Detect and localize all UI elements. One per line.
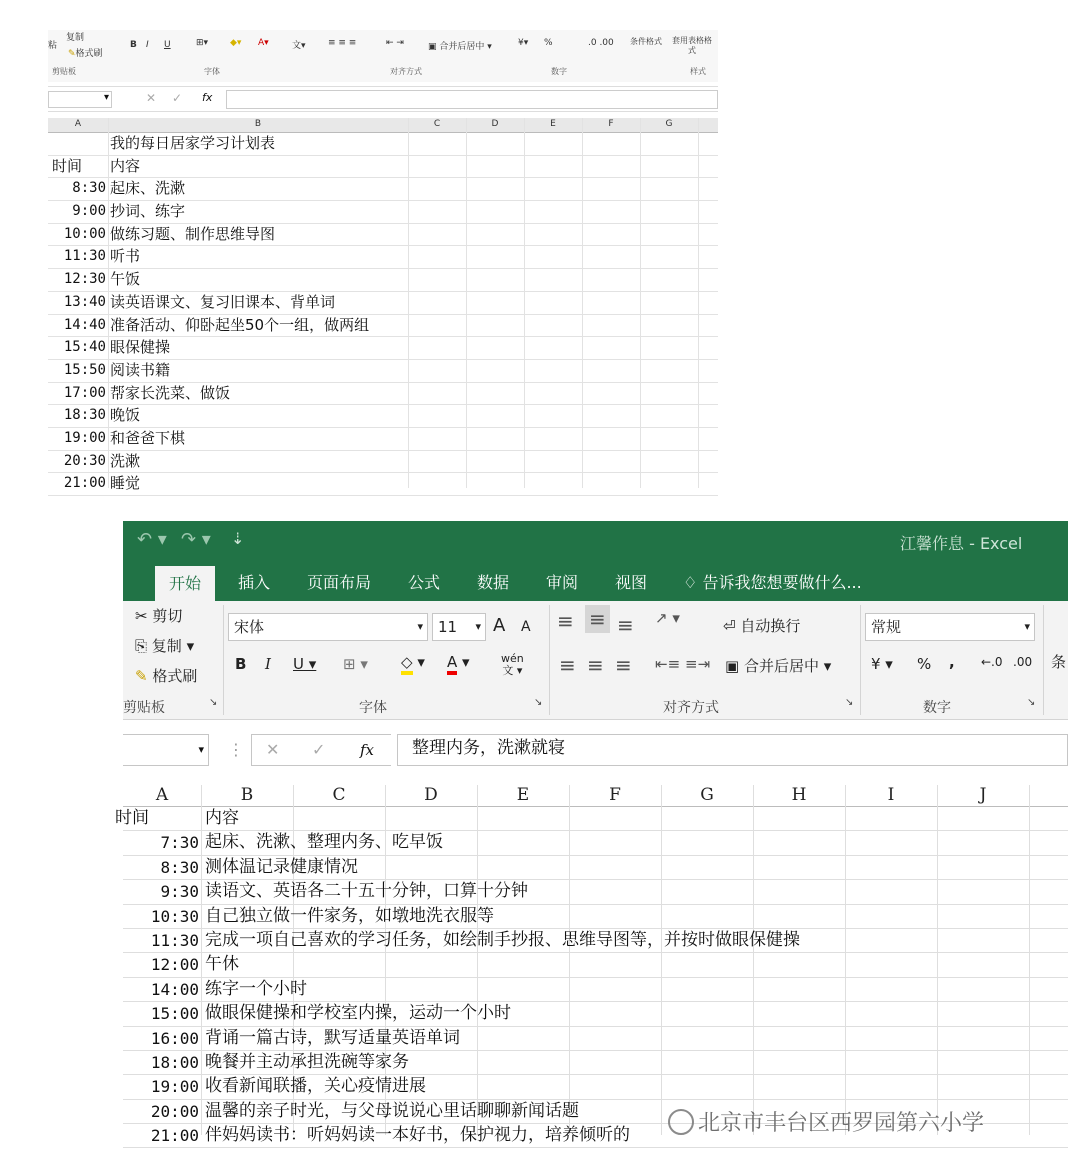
merge-center-button[interactable]: ▣ 合并后居中 ▾ (725, 657, 832, 675)
quick-access-icon[interactable]: ⇣ (231, 529, 245, 548)
table-row[interactable] (123, 953, 1068, 977)
content-cell: 准备活动、仰卧起坐50个一组，做两组 (110, 315, 370, 334)
group-font: 字体 (204, 67, 220, 76)
column-header-g[interactable]: G (700, 785, 714, 805)
copy-button[interactable]: ⎘ 复制 ▾ (135, 637, 195, 655)
formula-input[interactable]: 整理内务，洗漱就寝 (397, 734, 1068, 766)
tab-data[interactable]: 数据 (477, 573, 510, 592)
column-header-c[interactable]: C (433, 119, 441, 129)
table-row[interactable] (123, 831, 1068, 855)
time-cell: 18:30 (63, 407, 106, 424)
wrap-text-button[interactable]: ⏎ 自动换行 (723, 617, 801, 635)
conditional-format-button[interactable]: 条件格式 (630, 37, 662, 46)
content-cell: 测体温记录健康情况 (205, 856, 358, 877)
column-header-a[interactable]: A (74, 119, 82, 129)
time-cell: 12:30 (63, 271, 106, 288)
table-row[interactable] (48, 133, 718, 156)
table-header-row[interactable] (48, 156, 718, 179)
table-format-button[interactable]: 套用表格格式 (672, 36, 712, 55)
formula-buttons (251, 734, 391, 766)
time-cell: 11:30 (63, 248, 106, 265)
scissors-icon: ✂ (135, 607, 148, 625)
title-bar (123, 521, 1068, 561)
dialog-launcher-icon[interactable]: ↘ (534, 697, 543, 708)
table-row[interactable] (48, 473, 718, 496)
currency-icon[interactable]: ¥ ▾ (871, 655, 893, 673)
borders-icon[interactable]: ⊞ ▾ (343, 655, 368, 673)
name-box[interactable]: ▾ (123, 734, 209, 766)
time-cell: 12:00 (150, 955, 199, 975)
paste-button[interactable]: 粘 (48, 41, 58, 51)
content-cell: 睡觉 (110, 474, 141, 493)
group-number: 数字 (551, 67, 567, 76)
align-icons[interactable]: ≡ ≡ ≡ (328, 38, 357, 48)
content-cell: 晚餐并主动承担洗碗等家务 (205, 1051, 409, 1072)
font-name-select[interactable]: 宋体 ▾ (228, 613, 428, 641)
fill-color-icon[interactable]: ◇ ▾ (401, 653, 425, 671)
wrap-icon: ⏎ (723, 617, 736, 635)
decimal-icons[interactable]: .0 .00 (588, 38, 614, 48)
time-cell: 9:00 (72, 203, 106, 220)
table-row[interactable] (48, 428, 718, 451)
table-row[interactable] (48, 337, 718, 360)
table-row[interactable] (123, 856, 1068, 880)
column-header-f[interactable]: F (608, 119, 614, 129)
time-cell: 20:00 (150, 1101, 199, 1121)
tab-review[interactable]: 审阅 (546, 573, 579, 592)
cancel-icon[interactable]: ✕ (146, 91, 157, 105)
time-cell: 14:40 (63, 316, 106, 333)
table-row[interactable] (123, 978, 1068, 1002)
group-styles: 样式 (690, 67, 706, 76)
function-icon[interactable]: fx (202, 91, 213, 104)
tab-home[interactable]: 开始 (155, 566, 215, 601)
sheet-grid (115, 807, 1068, 1148)
content-cell: 阅读书籍 (110, 360, 171, 379)
time-cell: 13:40 (63, 293, 106, 310)
group-number: 数字 (923, 700, 951, 716)
time-cell: 16:00 (150, 1028, 199, 1048)
table-row[interactable] (48, 178, 718, 201)
merge-icon: ▣ (725, 657, 740, 675)
content-cell: 眼保健操 (110, 338, 171, 357)
ribbon-home (123, 601, 1068, 720)
content-cell: 起床、洗漱、整理内务、吃早饭 (205, 832, 443, 853)
column-header-h[interactable]: H (791, 785, 807, 805)
column-header-c[interactable]: C (332, 785, 346, 805)
brush-icon: ✎ (135, 667, 148, 685)
tab-view[interactable]: 视图 (615, 573, 648, 592)
column-headers (48, 118, 718, 133)
table-row[interactable] (48, 224, 718, 247)
table-row[interactable] (48, 383, 718, 406)
copy-button[interactable]: 复制 (66, 33, 85, 43)
bold-button[interactable]: B (235, 655, 247, 673)
table-row[interactable] (48, 360, 718, 383)
brush-icon: ✎ (68, 49, 76, 59)
column-header-b[interactable]: B (240, 785, 254, 805)
column-header-d[interactable]: D (424, 785, 438, 805)
column-header-e[interactable]: E (516, 785, 530, 805)
formula-bar (123, 726, 1068, 774)
time-cell: 9:30 (160, 882, 199, 902)
dialog-launcher-icon[interactable]: ↘ (1027, 697, 1036, 708)
copy-icon: ⎘ (135, 637, 148, 655)
time-cell: 7:30 (160, 833, 199, 853)
format-painter-button[interactable]: ✎格式刷 (68, 49, 103, 59)
time-cell: 14:00 (150, 979, 199, 999)
dialog-launcher-icon[interactable]: ↘ (209, 697, 218, 708)
tab-formulas[interactable]: 公式 (408, 573, 441, 592)
top-ribbon (48, 30, 718, 82)
bold-button[interactable]: B (130, 40, 137, 50)
content-cell: 完成一项自己喜欢的学习任务，如绘制手抄报、思维导图等，并按时做眼保健操 (205, 929, 800, 950)
content-cell: 做练习题、制作思维导图 (110, 224, 276, 243)
time-cell: 21:00 (63, 475, 106, 492)
increase-indent-icon[interactable]: ≡⇥ (685, 655, 711, 673)
align-middle-icon[interactable]: ≡ (585, 605, 610, 633)
formula-input[interactable] (226, 90, 718, 109)
italic-button[interactable]: I (265, 655, 271, 673)
table-row[interactable] (123, 1051, 1068, 1075)
column-header-a[interactable]: A (155, 785, 169, 805)
table-row[interactable] (123, 905, 1068, 929)
decrease-decimal-icon[interactable]: .00 (1013, 655, 1033, 669)
decrease-indent-icon[interactable]: ⇤≡ (655, 655, 681, 673)
font-size-select[interactable]: 11 ▾ (432, 613, 486, 641)
top-excel-screenshot (48, 30, 718, 493)
underline-button[interactable]: U ▾ (293, 655, 317, 673)
font-color-icon[interactable]: A▾ (258, 38, 269, 48)
content-cell: 做眼保健操和学校室内操，运动一个小时 (205, 1003, 511, 1024)
align-left-icon[interactable]: ≡ (559, 653, 576, 677)
content-cell: 午休 (205, 954, 239, 975)
table-row[interactable] (48, 269, 718, 292)
group-clipboard: 剪贴板 (52, 67, 76, 76)
enter-icon[interactable]: ✓ (312, 740, 326, 759)
italic-button[interactable]: I (146, 40, 149, 50)
number-format-select[interactable]: 常规 ▾ (865, 613, 1035, 641)
pinyin-icon[interactable]: 文▾ (292, 41, 306, 51)
undo-icon[interactable]: ↶ ▾ (137, 529, 167, 550)
content-cell: 帮家长洗菜、做饭 (110, 383, 231, 402)
cut-button[interactable]: ✂ 剪切 (135, 607, 183, 625)
currency-icon[interactable]: ¥▾ (518, 38, 529, 48)
time-cell: 15:00 (150, 1004, 199, 1024)
increase-decimal-icon[interactable]: ←.0 (981, 655, 1003, 669)
table-header-row[interactable] (115, 807, 1068, 831)
table-row[interactable] (48, 201, 718, 224)
ribbon-tabs (123, 561, 1068, 601)
column-header-i[interactable]: I (887, 785, 895, 805)
enter-icon[interactable]: ✓ (172, 91, 183, 105)
content-cell: 抄词、练字 (110, 202, 186, 221)
time-cell: 10:00 (63, 225, 106, 242)
time-cell: 8:30 (160, 857, 199, 877)
time-cell: 8:30 (72, 180, 106, 197)
dialog-launcher-icon[interactable]: ↘ (845, 697, 854, 708)
content-cell: 自己独立做一件家务，如墩地洗衣服等 (205, 905, 494, 926)
content-cell: 晚饭 (110, 406, 141, 425)
time-cell: 15:40 (63, 339, 106, 356)
content-cell: 和爸爸下棋 (110, 428, 186, 447)
time-cell: 11:30 (150, 930, 199, 950)
group-alignment: 对齐方式 (390, 67, 422, 76)
header-time: 时间 (115, 808, 149, 828)
align-center-icon[interactable]: ≡ (587, 653, 604, 677)
tell-me-box[interactable]: ♢ 告诉我您想要做什么... (683, 573, 862, 592)
underline-button[interactable]: U (164, 40, 171, 50)
time-cell: 18:00 (150, 1052, 199, 1072)
ribbon-group-labels (48, 66, 718, 80)
column-header-e[interactable]: E (550, 119, 556, 129)
align-top-icon[interactable]: ≡ (557, 609, 574, 633)
fill-color-icon[interactable]: ◆▾ (230, 38, 242, 48)
cancel-icon[interactable]: ✕ (266, 740, 280, 759)
group-alignment: 对齐方式 (663, 700, 719, 716)
conditional-format-button[interactable]: 条 (1051, 653, 1067, 671)
grow-font-button[interactable]: A (493, 615, 506, 636)
content-cell: 温馨的亲子时光，与父母说说心里话聊聊新闻话题 (205, 1100, 579, 1121)
borders-icon[interactable]: ⊞▾ (196, 38, 209, 48)
header-time: 时间 (52, 156, 83, 175)
column-headers (123, 785, 1068, 807)
table-row[interactable] (123, 880, 1068, 904)
merge-center-button[interactable]: ▣ 合并后居中 ▾ (428, 42, 492, 52)
table-row[interactable] (123, 1002, 1068, 1026)
group-clipboard: 剪贴板 (123, 700, 165, 716)
content-cell: 收看新闻联播，关心疫情进展 (205, 1076, 426, 1097)
header-content: 内容 (110, 156, 141, 175)
content-cell: 读语文、英语各二十五十分钟，口算十分钟 (205, 881, 528, 902)
time-cell: 17:00 (63, 384, 106, 401)
bottom-excel-screenshot (115, 521, 1068, 1146)
orientation-icon[interactable]: ↗ ▾ (655, 609, 680, 627)
content-cell: 背诵一篇古诗，默写适量英语单词 (205, 1027, 460, 1048)
content-cell: 练字一个小时 (205, 978, 307, 999)
percent-button[interactable]: % (544, 38, 553, 48)
percent-button[interactable]: % (917, 655, 932, 673)
content-cell: 读英语课文、复习旧课本、背单词 (110, 292, 336, 311)
sheet-grid (48, 133, 718, 496)
tab-page-layout[interactable]: 页面布局 (307, 573, 372, 592)
column-header-g[interactable]: G (665, 119, 673, 129)
column-header-j[interactable]: J (979, 785, 987, 805)
table-row[interactable] (48, 451, 718, 474)
time-cell: 19:00 (63, 429, 106, 446)
time-cell: 15:50 (63, 361, 106, 378)
column-header-b[interactable]: B (254, 119, 262, 129)
sheet-title: 我的每日居家学习计划表 (110, 134, 276, 152)
redo-icon[interactable]: ↷ ▾ (181, 529, 211, 550)
content-cell: 听书 (110, 247, 141, 266)
name-box[interactable]: ▾ (48, 91, 112, 108)
lightbulb-icon: ♢ (683, 573, 698, 592)
formula-bar (48, 86, 718, 112)
column-header-f[interactable]: F (609, 785, 621, 805)
align-bottom-icon[interactable]: ≡ (617, 613, 634, 637)
table-row[interactable] (48, 292, 718, 315)
indent-icons[interactable]: ⇤ ⇥ (386, 38, 404, 48)
header-content: 内容 (205, 808, 239, 828)
more-icon: ⋮ (228, 740, 244, 759)
align-right-icon[interactable]: ≡ (615, 653, 632, 677)
table-row[interactable] (123, 1075, 1068, 1099)
content-cell: 伴妈妈读书：听妈妈读一本好书，保护视力，培养倾听的 (205, 1125, 630, 1146)
time-cell: 19:00 (150, 1077, 199, 1097)
content-cell: 午饭 (110, 270, 141, 289)
tab-insert[interactable]: 插入 (238, 573, 271, 592)
watermark: 北京市丰台区西罗园第六小学 (668, 1106, 984, 1137)
time-cell: 10:30 (150, 906, 199, 926)
table-row[interactable] (123, 1027, 1068, 1051)
table-row[interactable] (48, 315, 718, 338)
comma-button[interactable]: , (949, 653, 955, 671)
time-cell: 21:00 (150, 1126, 199, 1146)
format-painter-button[interactable]: ✎ 格式刷 (135, 667, 198, 685)
function-icon[interactable]: fx (360, 741, 375, 759)
pinyin-icon[interactable]: wén 文 ▾ (501, 652, 524, 677)
wechat-icon (668, 1109, 694, 1135)
table-row[interactable] (48, 246, 718, 269)
font-color-icon[interactable]: A ▾ (447, 653, 470, 671)
shrink-font-button[interactable]: A (521, 619, 531, 635)
table-row[interactable] (48, 405, 718, 428)
content-cell: 洗漱 (110, 451, 141, 470)
table-row[interactable] (123, 929, 1068, 953)
group-font: 字体 (359, 700, 387, 716)
window-title: 江馨作息 - Excel (900, 534, 1023, 553)
column-header-d[interactable]: D (491, 119, 499, 129)
content-cell: 起床、洗漱 (110, 179, 186, 198)
time-cell: 20:30 (63, 452, 106, 469)
